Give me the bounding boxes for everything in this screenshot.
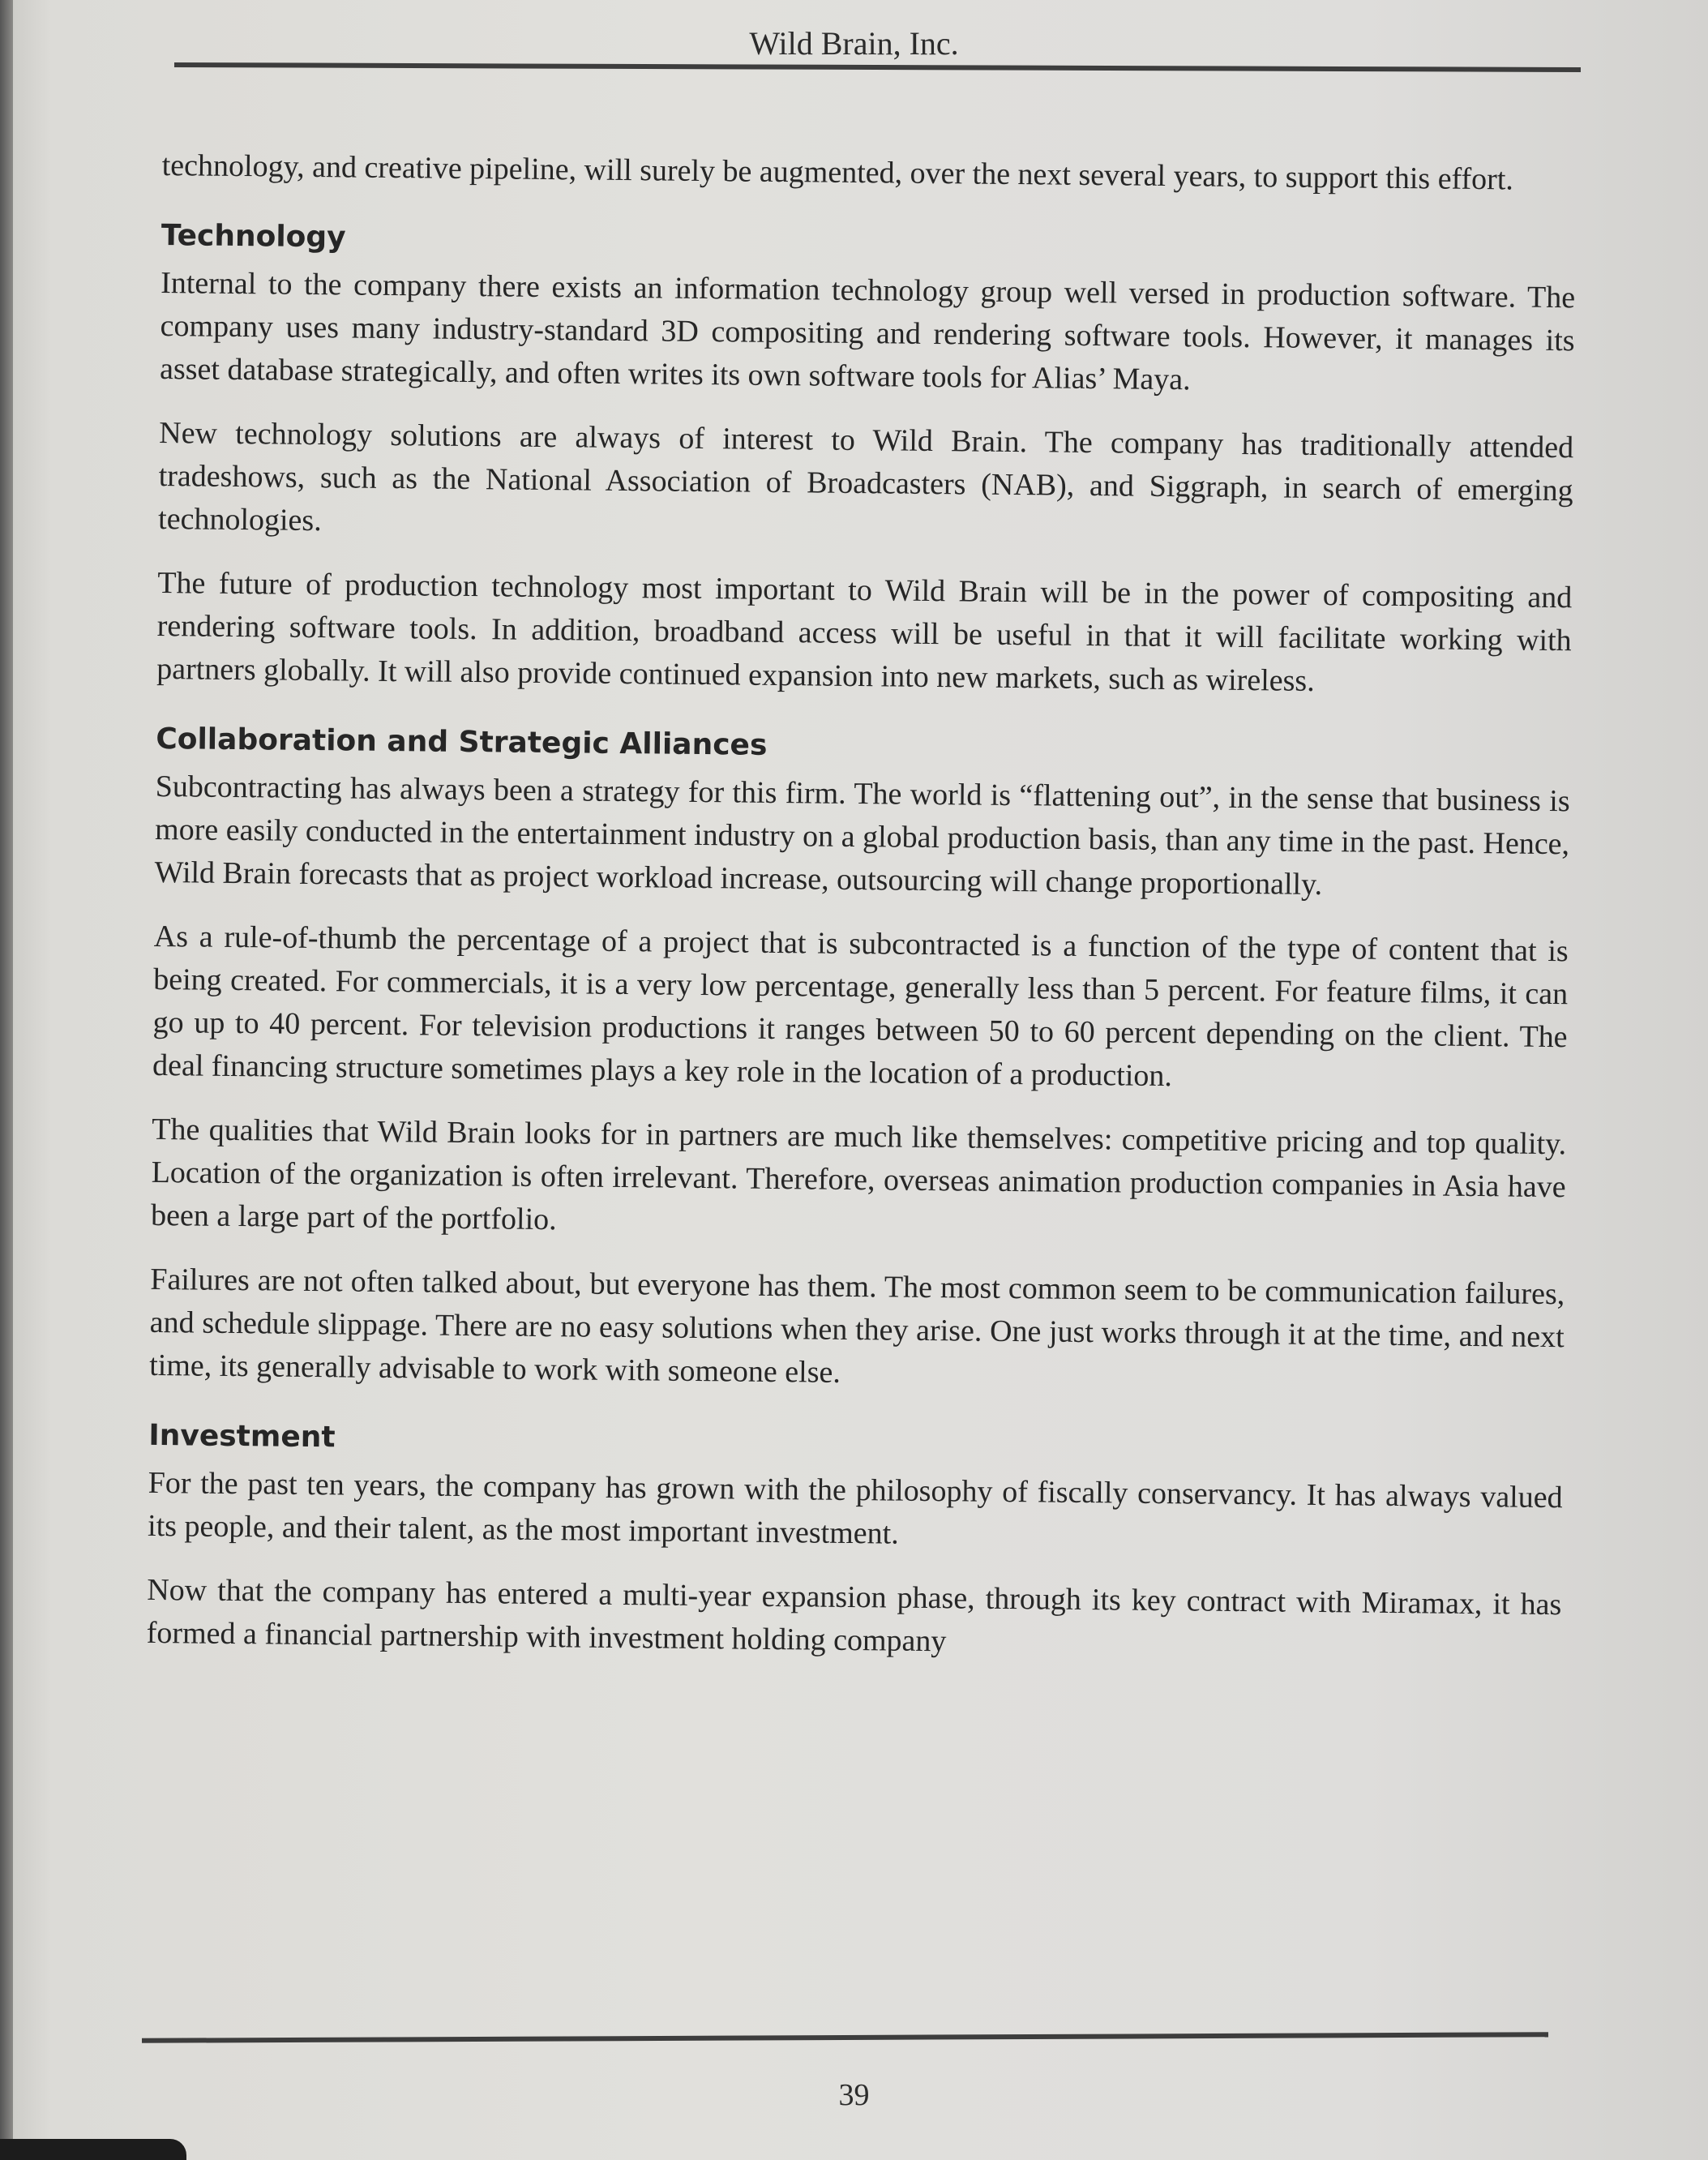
paragraph-partner-qualities: The qualities that Wild Brain looks for in partners are much like themselves: competitive pricing and top quality. Location of the organization is often irrelevant. Therefore, overseas animation production companies in Asia have been a large part of the portfolio. (150, 1112, 1567, 1237)
running-head: Wild Brain, Inc. (749, 25, 959, 62)
book-spine-shadow (0, 0, 13, 2160)
page-body (146, 144, 1577, 1691)
paragraph-tradeshows: New technology solutions are always of interest to Wild Brain. The company has traditionally attended tradeshows, such as the National Association of Broadcasters (NAB), and Siggraph, in search of emerging technologies. (157, 415, 1574, 538)
paragraph-fiscal-conservancy: For the past ten years, the company has grown with the philosophy of fiscally conservancy. It has always valued its people, and their talent, as the most important investment. (147, 1465, 1563, 1551)
paragraph-continuation: technology, and creative pipeline, will surely be augmented, over the next several years, to support this effort. (161, 148, 1514, 197)
page-corner-shadow (0, 2139, 186, 2160)
section-heading-technology: Technology (161, 218, 346, 255)
page-number: 39 (838, 2078, 870, 2112)
header-rule (174, 62, 1581, 72)
paragraph-expansion-phase: Now that the company has entered a multi-year expansion phase, through its key contract with Miramax, it has formed a financial partnership with investment holding company (146, 1572, 1562, 1659)
paragraph-it-group: Internal to the company there exists an information technology group well versed in production software. The company uses many industry-standard 3D compositing and rendering software tools. However, it manages its asset database strategically, and often writes its own software tools for Alias’ Maya. (159, 265, 1576, 397)
section-heading-collaboration: Collaboration and Strategic Alliances (156, 722, 768, 762)
paragraph-failures: Failures are not often talked about, but everyone has them. The most common seem to be communication failures, and schedule slippage. There are no easy solutions when they arise. One just works through it at the time, and next time, its generally advisable to work with someone else. (149, 1262, 1565, 1390)
paragraph-subcontracting: Subcontracting has always been a strategy for this firm. The world is “flattening out”, in the sense that business is more easily conducted in the entertainment industry on a global production basis, than any time in the past. Hence, Wild Brain forecasts that as project workload increase, outsourcing will change proportionally. (154, 769, 1570, 902)
paragraph-future-technology: The future of production technology most important to Wild Brain will be in the power of compositing and rendering software tools. In addition, broadband access will be useful in that it will facilitate working with partners globally. It will also provide continued expansion into new markets, such as wireless. (156, 565, 1573, 698)
footer-rule (142, 2032, 1548, 2043)
section-heading-investment: Investment (148, 1418, 336, 1455)
paragraph-rule-of-thumb: As a rule-of-thumb the percentage of a project that is subcontracted is a function of the type of content that is being created. For commercials, it is a very low percentage, generally less than 5 percent. For feature films, it can go up to 40 percent. For television productions it ranges between 50 to 60 percent depending on the client. The deal financing structure sometimes plays a key role in the location of a production. (152, 919, 1569, 1094)
